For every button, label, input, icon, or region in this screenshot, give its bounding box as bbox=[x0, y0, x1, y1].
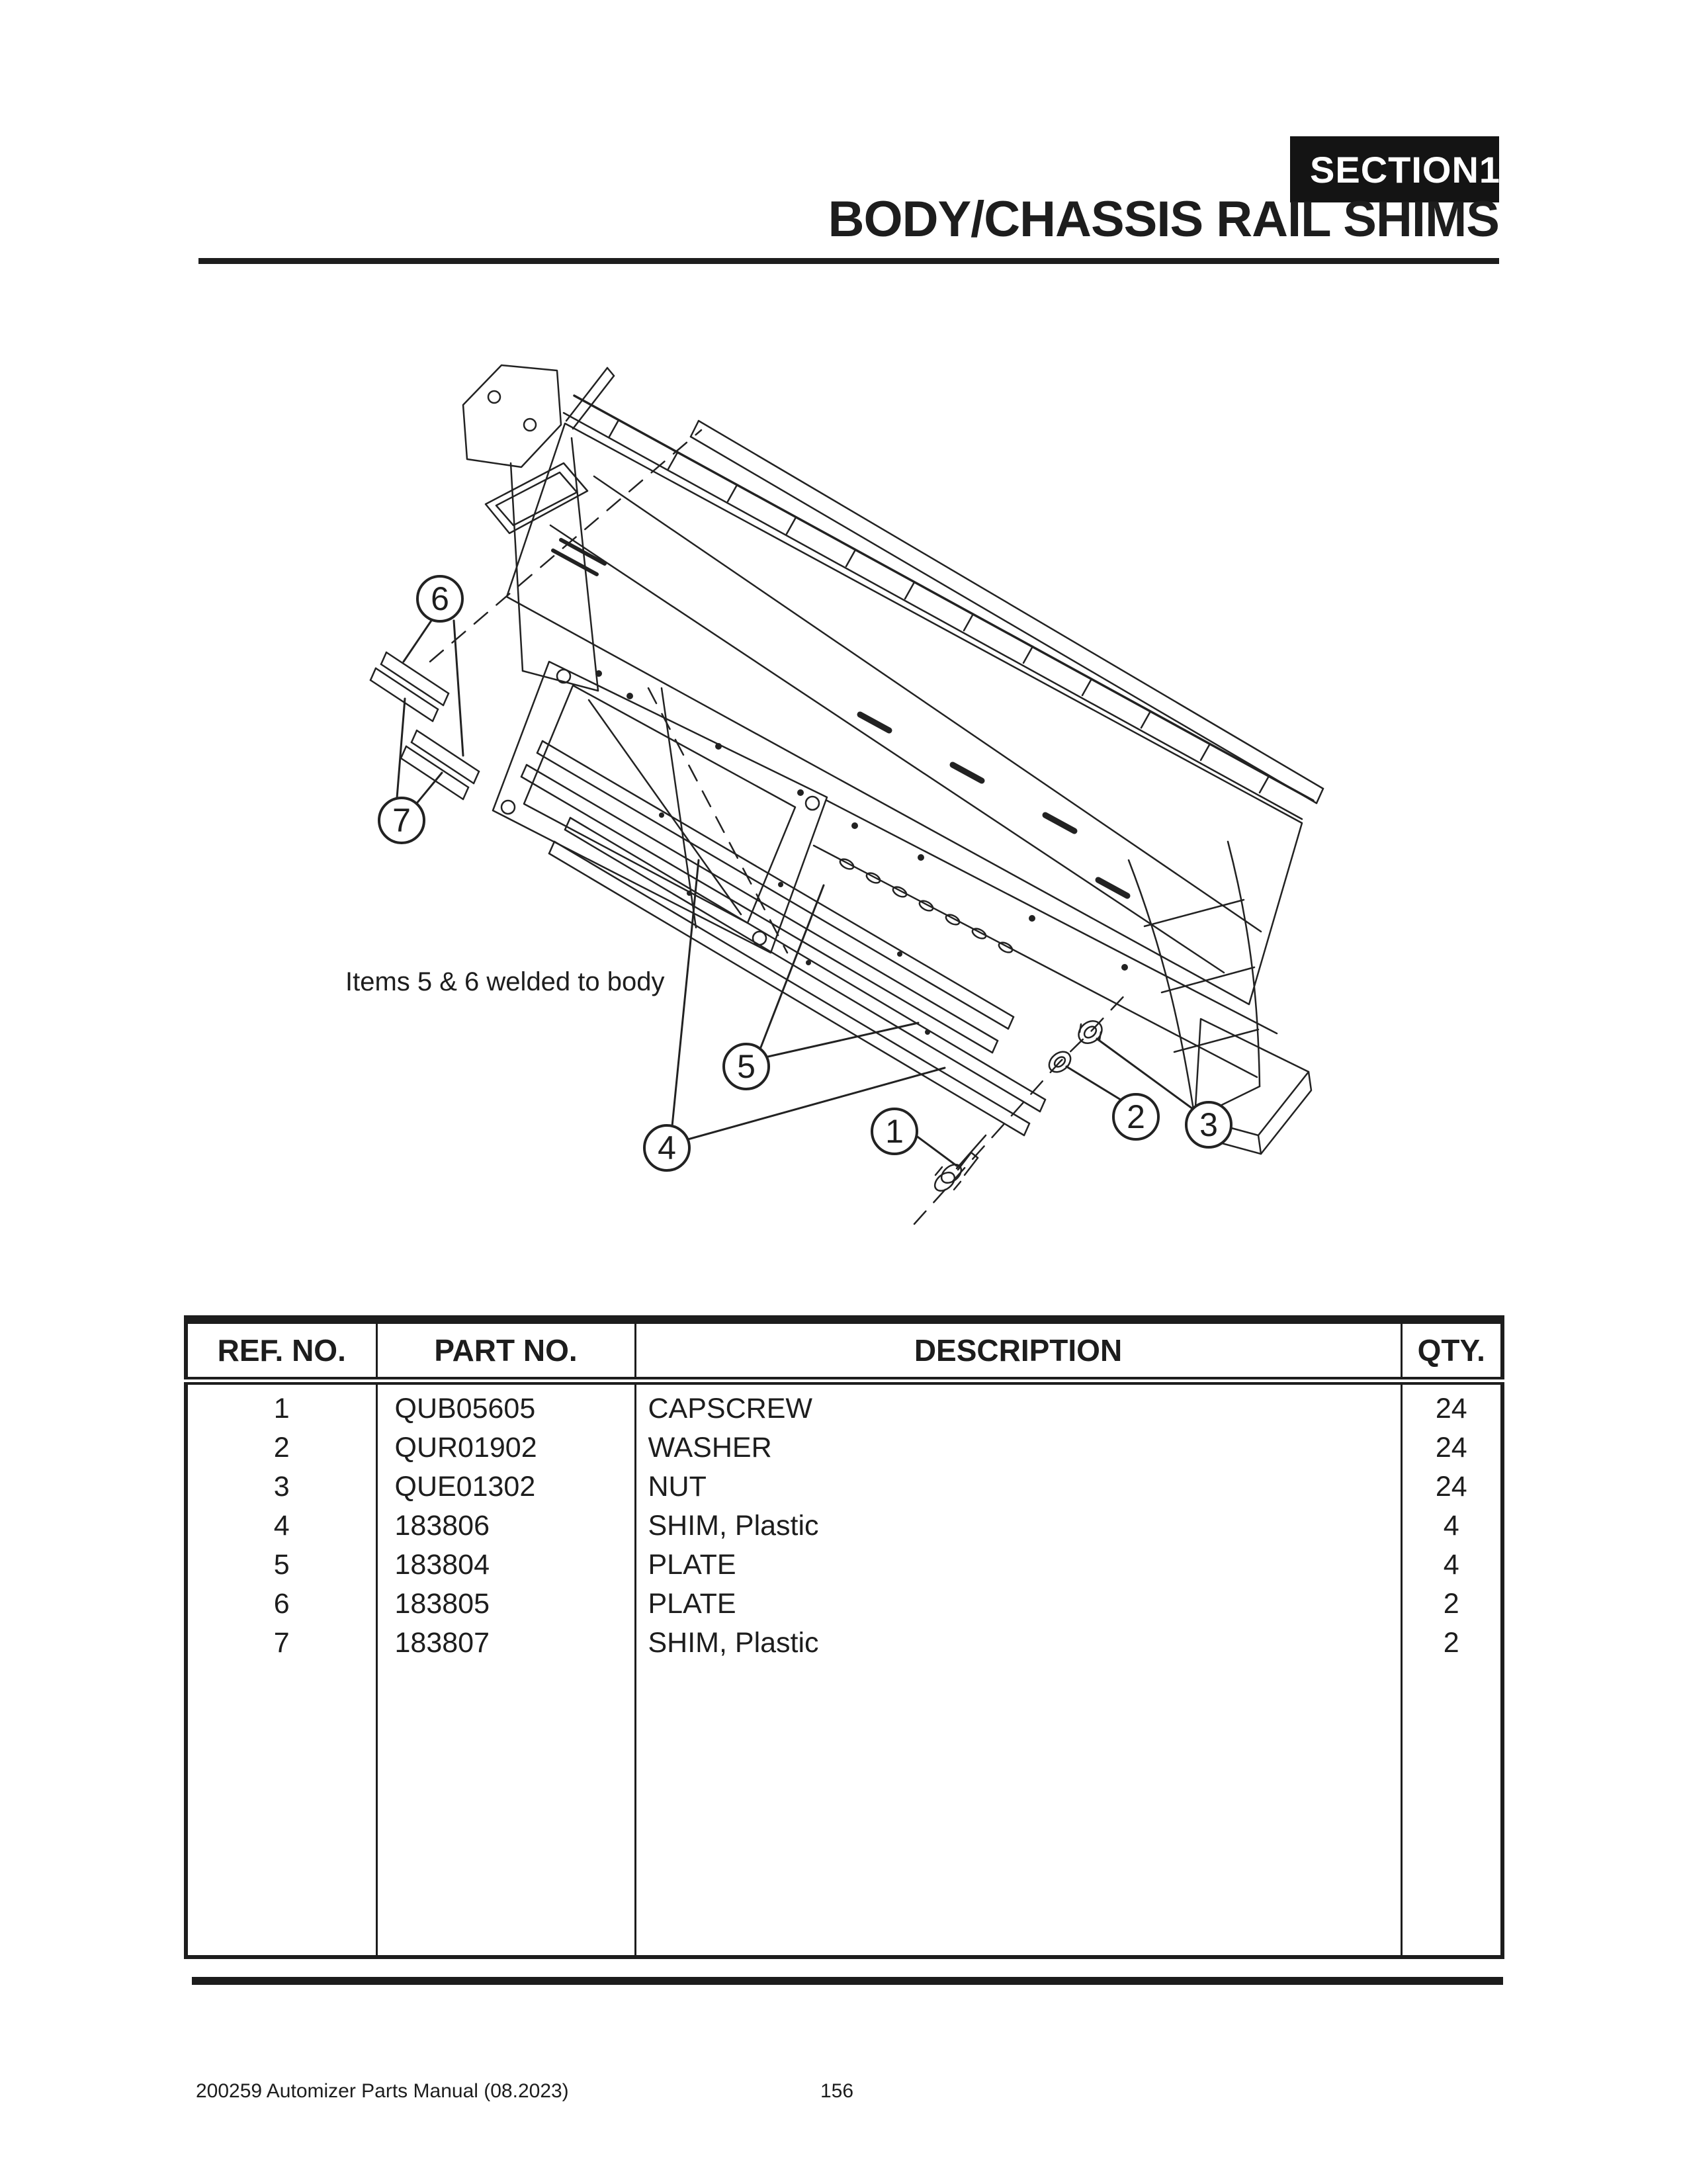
callout-4-label: 4 bbox=[658, 1129, 676, 1166]
section-badge-number: 1 bbox=[1479, 148, 1501, 191]
callout-5-label: 5 bbox=[737, 1048, 756, 1085]
callout-7-label: 7 bbox=[392, 802, 411, 839]
cell-ref: 7 bbox=[186, 1624, 376, 1663]
leader-lines bbox=[397, 621, 1193, 1166]
callout-6-label: 6 bbox=[431, 580, 449, 617]
section-badge-label: SECTION bbox=[1310, 148, 1479, 191]
cell-desc: PLATE bbox=[635, 1546, 1401, 1585]
cell-ref: 3 bbox=[186, 1467, 376, 1507]
footer-page-number: 156 bbox=[820, 2080, 854, 2102]
cell-qty: 24 bbox=[1435, 1432, 1467, 1463]
col-header-qty: QTY. bbox=[1401, 1320, 1502, 1381]
cell-desc: SHIM, Plastic bbox=[635, 1507, 1401, 1546]
table-row bbox=[186, 1546, 1502, 1585]
cell-ref: 2 bbox=[186, 1428, 376, 1467]
table-row bbox=[186, 1507, 1502, 1546]
cell-desc: SHIM, Plastic bbox=[635, 1624, 1401, 1663]
cell-qty: 24 bbox=[1435, 1393, 1467, 1424]
col-header-part-no: PART NO. bbox=[376, 1320, 635, 1381]
cell-qty: 2 bbox=[1443, 1627, 1459, 1659]
rail-body bbox=[463, 365, 1323, 1154]
table-row bbox=[186, 1467, 1502, 1507]
cell-qty: 2 bbox=[1443, 1588, 1459, 1620]
callout-2-label: 2 bbox=[1127, 1098, 1145, 1135]
callout-1-label: 1 bbox=[885, 1113, 904, 1150]
title-rule bbox=[198, 258, 1499, 264]
cell-qty: 4 bbox=[1443, 1549, 1459, 1581]
cell-part: 183807 bbox=[376, 1624, 635, 1663]
footer-manual-title: 200259 Automizer Parts Manual (08.2023) bbox=[196, 2080, 569, 2102]
short-shim-strips bbox=[370, 652, 479, 799]
callout-7 bbox=[379, 798, 424, 843]
cell-part: QUB05605 bbox=[376, 1381, 635, 1428]
capscrew bbox=[931, 1135, 986, 1194]
cell-qty: 24 bbox=[1435, 1471, 1467, 1503]
callout-3 bbox=[1186, 1102, 1231, 1147]
parts-table bbox=[184, 1315, 1503, 1959]
footer-rule bbox=[192, 1977, 1503, 1985]
cell-ref: 4 bbox=[186, 1507, 376, 1546]
col-header-description: DESCRIPTION bbox=[635, 1320, 1401, 1381]
table-header-row bbox=[186, 1320, 1502, 1381]
page-title: BODY/CHASSIS RAIL SHIMS bbox=[828, 191, 1499, 247]
col-header-ref-no: REF. NO. bbox=[186, 1320, 376, 1381]
callout-5 bbox=[724, 1044, 769, 1089]
table-empty-space bbox=[186, 1663, 1502, 1957]
assembly-axis-lines bbox=[430, 430, 1129, 1224]
cell-part: QUE01302 bbox=[376, 1467, 635, 1507]
diagram-note: Items 5 & 6 welded to body bbox=[345, 967, 665, 996]
table-row bbox=[186, 1381, 1502, 1428]
cell-desc: CAPSCREW bbox=[635, 1381, 1401, 1428]
cell-desc: NUT bbox=[635, 1467, 1401, 1507]
cell-ref: 6 bbox=[186, 1585, 376, 1624]
cell-part: 183804 bbox=[376, 1546, 635, 1585]
cell-part: 183805 bbox=[376, 1585, 635, 1624]
cell-qty: 4 bbox=[1443, 1510, 1459, 1542]
table-row bbox=[186, 1624, 1502, 1663]
cell-ref: 5 bbox=[186, 1546, 376, 1585]
callouts bbox=[379, 576, 1231, 1170]
cell-part: QUR01902 bbox=[376, 1428, 635, 1467]
cell-desc: PLATE bbox=[635, 1585, 1401, 1624]
callout-2 bbox=[1113, 1094, 1158, 1139]
cell-part: 183806 bbox=[376, 1507, 635, 1546]
table-row bbox=[186, 1585, 1502, 1624]
callout-3-label: 3 bbox=[1199, 1106, 1218, 1143]
callout-6 bbox=[417, 576, 462, 621]
callout-1 bbox=[872, 1109, 917, 1154]
exploded-parts-diagram bbox=[291, 311, 1588, 1303]
cell-desc: WASHER bbox=[635, 1428, 1401, 1467]
table-row bbox=[186, 1428, 1502, 1467]
cell-ref: 1 bbox=[186, 1381, 376, 1428]
callout-4 bbox=[644, 1125, 689, 1170]
